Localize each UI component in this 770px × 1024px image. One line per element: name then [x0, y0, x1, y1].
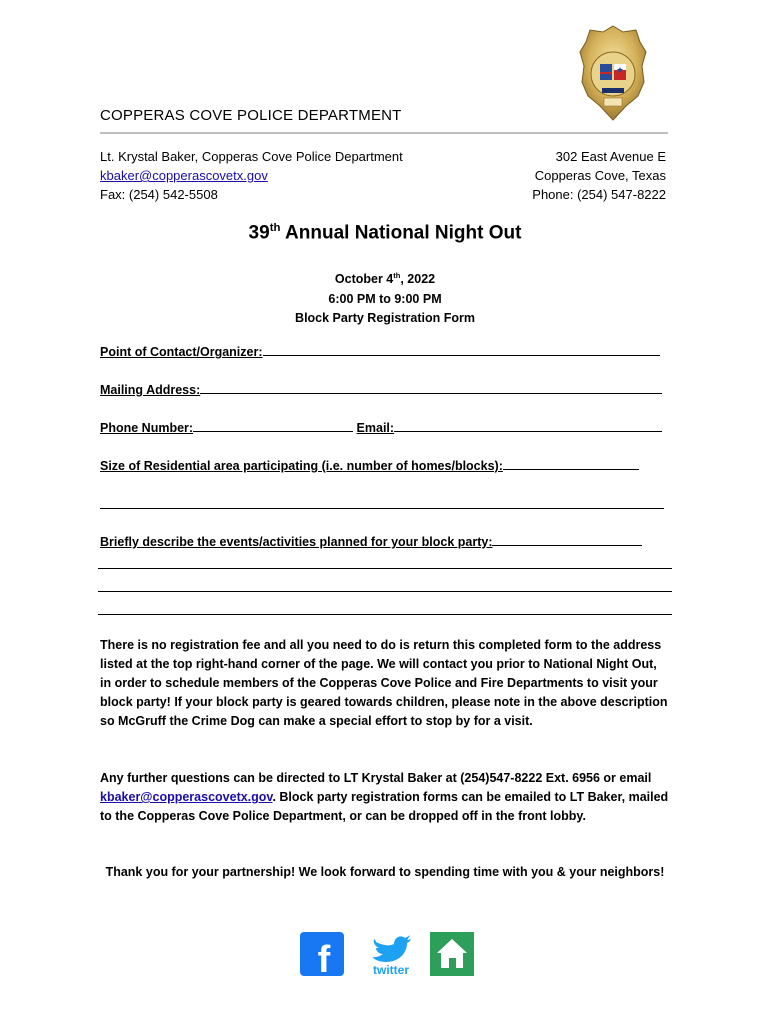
contact-email-link[interactable]: kbaker@copperascovetx.gov	[100, 168, 268, 183]
event-date: October 4th, 2022	[334, 271, 436, 287]
email-label: Email:	[356, 421, 395, 435]
mailing-address-field	[100, 381, 662, 398]
page-title: 39th Annual National Night Out	[248, 222, 522, 244]
describe-events-label: Briefly describe the events/activities planned for your block party:	[100, 535, 493, 549]
address-line-2: Copperas Cove, Texas	[534, 168, 666, 183]
contact-phone: Phone: (254) 547-8222	[532, 187, 666, 202]
event-time: 6:00 PM to 9:00 PM	[328, 291, 442, 306]
info-paragraph-2: Any further questions can be directed to LT Krystal Baker at (254)547-8222 Ext. 6956 or email kbaker@copperascovetx.gov. Block party registration forms can be emailed to LT Baker, mailed to the Copperas Cove Police Department, or can be dropped off in the front lobby.	[100, 771, 669, 823]
svg-text:twitter: twitter	[373, 963, 409, 976]
mailing-address-input[interactable]	[200, 381, 662, 394]
area-size-extra-line[interactable]	[100, 508, 664, 509]
contact-right-block	[532, 147, 666, 204]
event-details	[0, 266, 770, 329]
contact-organizer-input[interactable]	[263, 343, 660, 356]
svg-text:f: f	[317, 939, 331, 976]
address-line-1: 302 East Avenue E	[555, 149, 666, 164]
phone-email-field	[100, 419, 662, 436]
info-paragraph-1: There is no registration fee and all you need to do is return this completed form to the address listed at the top right-hand corner of the page. We will contact you prior to National Night Out, in order to schedule members of the Copperas Cove Police and Fire Departments to visit your block party! If your block party is geared towards children, please note in the above description so McGruff the Crime Dog can make a special effort to stop by for a visit.	[100, 638, 668, 728]
contact-organizer-field	[100, 343, 660, 360]
mailing-address-label: Mailing Address:	[100, 383, 201, 397]
area-size-label: Size of Residential area participating (i.e. number of homes/blocks):	[100, 459, 503, 473]
contact-organizer-label: Point of Contact/Organizer:	[100, 345, 263, 359]
description-line-3[interactable]	[98, 614, 672, 615]
description-line-2[interactable]	[98, 591, 672, 592]
body-email-link[interactable]: kbaker@copperascovetx.gov	[100, 790, 273, 804]
contact-fax: Fax: (254) 542-5508	[100, 187, 218, 202]
contact-left-block	[100, 147, 403, 204]
header-divider	[100, 132, 668, 134]
describe-events-field	[100, 533, 642, 550]
form-name: Block Party Registration Form	[295, 311, 475, 326]
area-size-input[interactable]	[503, 457, 639, 470]
phone-number-label: Phone Number:	[100, 421, 194, 435]
description-line-1[interactable]	[98, 568, 672, 569]
facebook-icon[interactable]	[300, 932, 344, 976]
police-badge-logo	[578, 24, 648, 124]
phone-number-input[interactable]	[193, 419, 353, 432]
home-icon[interactable]	[430, 932, 474, 976]
twitter-icon[interactable]	[364, 932, 418, 976]
area-size-field	[100, 457, 639, 474]
email-input[interactable]	[394, 419, 662, 432]
contact-name: Lt. Krystal Baker, Copperas Cove Police Department	[100, 149, 403, 164]
describe-events-input[interactable]	[492, 533, 642, 546]
thank-you-message: Thank you for your partnership! We look forward to spending time with you & your neighbors!	[105, 865, 665, 879]
department-name: COPPERAS COVE POLICE DEPARTMENT	[100, 107, 402, 124]
